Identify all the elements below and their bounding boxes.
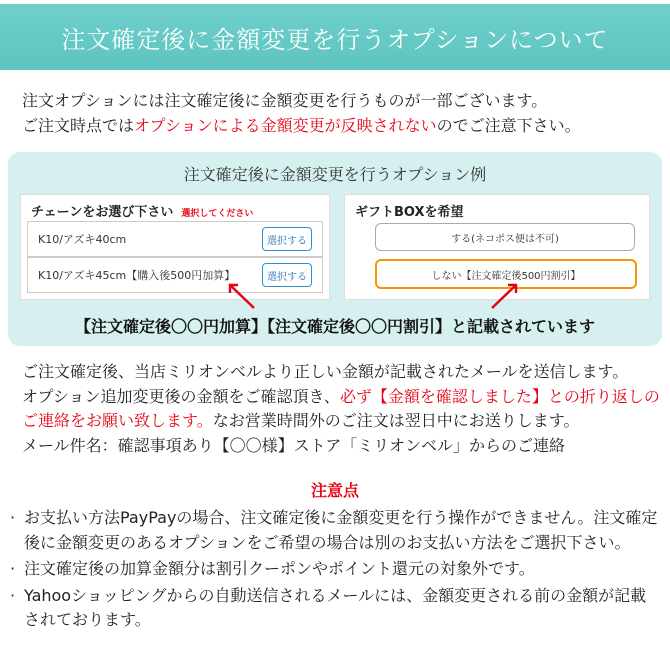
chain-heading-text: チェーンをお選び下さい (31, 205, 174, 220)
body-p2-suffix: なお営業時間外のご注文は翌日中にお送りします。 (212, 411, 580, 430)
notes-list (10, 506, 660, 635)
chain-option-label: K10/アズキ40cm (38, 233, 127, 246)
body-p2-red: 必ず【金額を確認しました】との折り返しのご連絡をお願い致します。 (22, 386, 660, 430)
intro-text (22, 88, 662, 138)
chain-select-card (20, 194, 330, 300)
example-title: 注文確定後に金額変更を行うオプション例 (183, 165, 487, 184)
intro-line-2-suffix: のでご注意下さい。 (436, 116, 581, 135)
gift-box-heading: ギフトBOXを希望 (355, 205, 464, 220)
select-button[interactable]: 選択する (262, 263, 312, 287)
notes-title: 注意点 (310, 481, 359, 500)
note-text: Yahooショッピングからの自動送信されるメールには、金額変更される前の金額が記載されております。 (24, 585, 647, 629)
confirmation-text (22, 360, 662, 458)
note-item: · Yahooショッピングからの自動送信されるメールには、金額変更される前の金額が記載されております。 (10, 584, 660, 633)
intro-line-2-red: オプションによる金額変更が反映されない (134, 116, 437, 135)
body-paragraph-2 (22, 385, 662, 434)
banner-title: 注文確定後に金額変更を行うオプションについて (0, 4, 670, 70)
note-text: お支払い方法PayPayの場合、注文確定後に金額変更を行う操作ができません。注文確定後に金額変更のあるオプションをご希望の場合は別のお支払い方法をご選択下さい。 (24, 508, 658, 552)
note-text: 注文確定後の加算金額分は割引クーポンやポイント還元の対象外です。 (24, 559, 535, 578)
chain-select-heading (31, 201, 253, 220)
select-button[interactable]: 選択する (262, 227, 312, 251)
intro-line-2 (22, 113, 662, 138)
gift-option-no[interactable]: しない【注文確定後500円割引】 (375, 259, 637, 289)
chain-heading-note: 選択してください (181, 209, 254, 219)
option-example-panel (8, 152, 662, 346)
gift-option-yes[interactable]: する(ネコポス便は不可) (375, 223, 635, 251)
note-item: · 注文確定後の加算金額分は割引クーポンやポイント還元の対象外です。 (10, 557, 660, 582)
body-paragraph-3: メール件名：確認事項あり【〇〇様】ストア「ミリオンベル」からのご連絡 (22, 435, 566, 455)
chain-option-row[interactable] (27, 221, 323, 257)
intro-line-1: 注文オプションには注文確定後に金額変更を行うものが一部ございます。 (22, 91, 548, 110)
body-p2-prefix: オプション追加変更後の金額をご確認頂き、 (22, 386, 340, 406)
example-caption: 【注文確定後〇〇円加算】【注文確定後〇〇円割引】と記載されています (74, 317, 595, 336)
chain-option-row[interactable] (27, 257, 323, 293)
body-paragraph-1: ご注文確定後、当店ミリオンベルより正しい金額が記載されたメールを送信します。 (22, 362, 629, 381)
header-banner (0, 0, 670, 78)
intro-line-2-prefix: ご注文時点では (22, 116, 135, 135)
gift-box-card (344, 194, 650, 300)
note-item: · お支払い方法PayPayの場合、注文確定後に金額変更を行う操作ができません。注文確定後に金額変更のあるオプションをご希望の場合は別のお支払い方法をご選択下さい。 (10, 506, 660, 555)
chain-option-label: K10/アズキ45cm【購入後500円加算】 (38, 269, 236, 282)
